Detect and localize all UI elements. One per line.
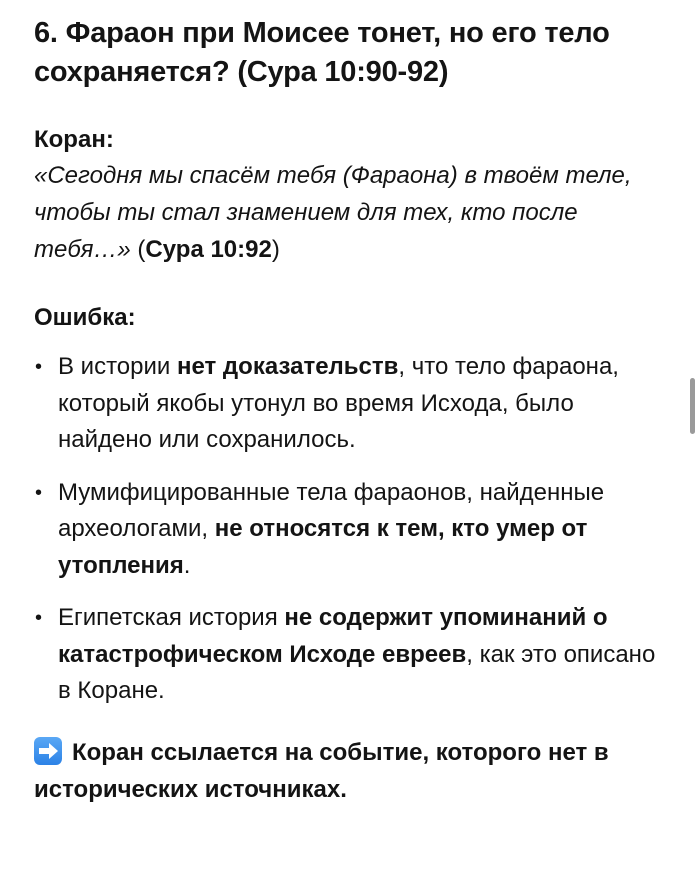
sura-reference: Сура 10:92 — [145, 236, 272, 263]
quote-text: «Сегодня мы спасём тебя (Фараона) в твоём теле, чтобы ты стал знамением для тех, кто после тебя…» — [34, 162, 632, 263]
error-list — [34, 349, 664, 710]
error-block — [34, 301, 664, 710]
scrollbar[interactable] — [690, 378, 695, 434]
quote-reference: (Сура 10:92) — [130, 236, 280, 263]
bullet-icon: • — [35, 607, 43, 629]
list-item: • Мумифицированные тела фараонов, найденные археологами, не относятся к тем, кто умер от утопления. — [34, 475, 658, 585]
right-arrow-icon — [34, 737, 62, 765]
bullet-icon: • — [35, 356, 43, 378]
quran-block — [34, 123, 664, 268]
conclusion-text: Коран ссылается на событие, которого нет в исторических источниках. — [34, 738, 609, 803]
document — [34, 14, 664, 808]
quran-quote — [34, 157, 644, 268]
error-label: Ошибка: — [34, 304, 136, 331]
quran-label: Коран: — [34, 126, 114, 153]
list-item: • Египетская история не содержит упоминаний о катастрофическом Исходе евреев, как это описано в Коране. — [34, 600, 658, 710]
bullet-icon: • — [35, 481, 43, 504]
section-title: 6. Фараон при Моисее тонет, но его тело сохраняется? (Сура 10:90-92) — [34, 17, 610, 88]
list-item: • В истории нет доказательств, что тело фараона, который якобы утонул во время Исхода, было найдено или сохранилось. — [34, 349, 658, 459]
conclusion — [34, 734, 654, 808]
